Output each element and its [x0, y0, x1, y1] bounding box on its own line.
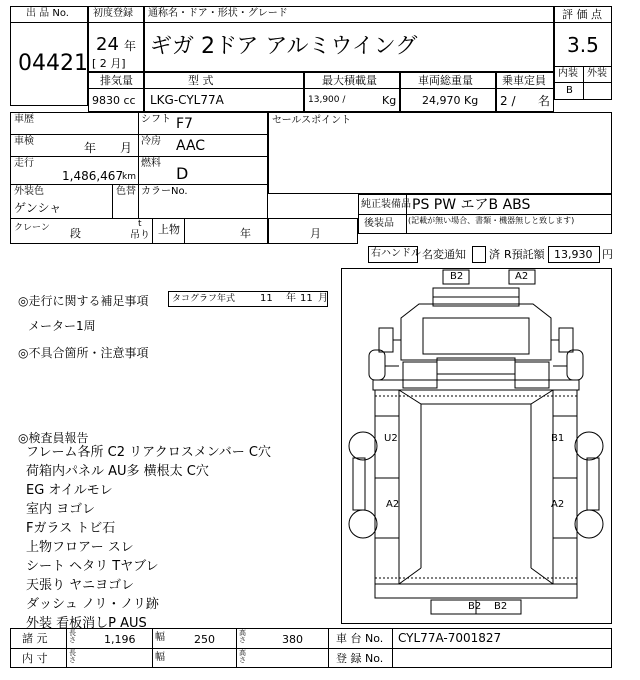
width-label: 幅: [155, 632, 165, 643]
max-load-unit: Kg: [382, 94, 397, 107]
inspector-line: ダッシュ ノリ・ノリ跡: [26, 597, 159, 612]
exterior-grade-label: 外装: [587, 68, 607, 79]
registration-year-unit: 年: [124, 39, 137, 53]
displacement-value: 9830 cc: [92, 94, 136, 107]
fuel-value: D: [176, 164, 189, 183]
name-change-label: 名変通知: [422, 248, 466, 261]
damage-mark-top-left: B2: [450, 271, 464, 282]
body-label: 上物: [158, 223, 180, 236]
registration-month: [ 2 月]: [92, 57, 126, 70]
driving-notes-header: ◎走行に関する補足事項: [18, 294, 149, 308]
interior-grade: B: [566, 85, 573, 96]
tacho-month-unit: 月: [318, 293, 328, 304]
tacho-year-unit: 年: [286, 293, 296, 304]
crane-ton: t: [138, 219, 142, 229]
gross-weight-value: 24,970 Kg: [422, 94, 479, 107]
ac-label: 冷房: [141, 136, 161, 147]
aftermarket-label: 後装品: [364, 218, 394, 229]
damage-mark-left-upper: U2: [384, 433, 398, 444]
mileage-value: 1,486,467: [62, 169, 124, 183]
equipment-value: PS PW エアB ABS: [412, 197, 531, 213]
chassis-value: CYL77A-7001827: [398, 631, 502, 645]
interior-grade-label: 内装: [558, 68, 578, 79]
aftermarket-note: (記載が無い場合、書類・機器無しと致します): [408, 216, 575, 225]
body-year: 年: [240, 227, 251, 240]
crane-stage: 段: [70, 227, 81, 240]
chassis-label: 車 台 No.: [336, 632, 384, 645]
crane-lift: 吊り: [130, 230, 150, 241]
color-code-label: カラーNo.: [141, 186, 188, 197]
damage-mark-left-lower: A2: [386, 499, 400, 510]
inspector-line: 外装 看板消しP AUS: [26, 616, 147, 631]
ac-value: AAC: [176, 138, 206, 154]
driving-note: メーター1周: [28, 319, 96, 333]
inspector-report-header: ◎検査員報告: [18, 431, 89, 445]
width-value: 250: [194, 633, 215, 646]
inner-dims-label: 内 寸: [22, 652, 48, 665]
lot-number-label: 出 品 No.: [26, 8, 69, 19]
vehicle-name-label: 通称名・ドア・形状・グレード: [148, 8, 288, 19]
height-label: 高さ: [239, 629, 246, 644]
inspector-line: 荷箱内パネル AU多 横根太 C穴: [26, 464, 209, 479]
inspection-year: 年: [84, 141, 97, 155]
fuel-label: 燃料: [141, 158, 161, 169]
steering-value: 右ハンドル: [371, 248, 421, 259]
color-value: ゲンシャ: [14, 201, 62, 215]
truck-diagram: [341, 268, 612, 624]
damage-mark-right-upper: B1: [551, 433, 565, 444]
model-value: LKG-CYL77A: [150, 93, 224, 107]
displacement-label: 排気量: [100, 74, 133, 87]
tacho-label: タコグラフ年式: [172, 294, 236, 304]
inspector-line: 上物フロアー スレ: [26, 540, 134, 555]
recycle-value: 13,930: [554, 248, 593, 261]
model-label: 型 式: [188, 74, 214, 87]
shift-value: F7: [176, 116, 193, 132]
mileage-unit: km: [122, 172, 136, 182]
color-label: 外装色: [14, 186, 44, 197]
tacho-year: 11: [260, 293, 273, 304]
inspector-line: EG オイルモレ: [26, 483, 113, 498]
name-change-box: [472, 246, 486, 263]
length-label: 長さ: [69, 629, 76, 644]
inspector-line: 室内 ヨゴレ: [26, 502, 96, 517]
crane-label: クレーン: [14, 223, 50, 233]
dimensions-label: 諸 元: [22, 632, 48, 645]
sales-point-label: セールスポイント: [272, 115, 352, 126]
inner-height-label: 高さ: [239, 649, 246, 664]
evaluation-score: 3.5: [567, 33, 599, 57]
mileage-label: 走行: [14, 158, 34, 169]
damage-mark-bottom-left: B2: [468, 601, 482, 612]
length-value: 1,196: [104, 633, 136, 646]
lot-number: 04421: [18, 51, 88, 76]
inner-width-label: 幅: [155, 652, 165, 663]
inspector-line: フレーム各所 C2 リアクロスメンバー C穴: [26, 445, 272, 460]
damage-mark-top-right: A2: [515, 271, 529, 282]
capacity-value: 2 /: [500, 94, 516, 108]
evaluation-label: 評 価 点: [562, 8, 602, 21]
gross-weight-label: 車両総重量: [418, 74, 473, 87]
inspection-label: 車検: [14, 136, 34, 147]
recycle-unit: 円: [602, 248, 613, 261]
vehicle-name: ギガ 2ドア アルミウイング: [150, 34, 418, 59]
defect-notes-header: ◎不具合箇所・注意事項: [18, 346, 149, 360]
tacho-month: 11: [300, 293, 313, 304]
inspector-line: シート ヘタリ Tヤブレ: [26, 559, 159, 574]
capacity-unit: 名: [538, 94, 551, 108]
max-load-label: 最大積載量: [322, 74, 377, 87]
damage-mark-bottom-right: B2: [494, 601, 508, 612]
color-change-label: 色替: [116, 186, 136, 197]
registration-year: 24: [96, 34, 119, 55]
recycle-mark: 済: [489, 248, 500, 261]
history-label: 車歴: [14, 114, 34, 125]
capacity-label: 乗車定員: [502, 74, 546, 87]
registration-no-label: 登 録 No.: [336, 652, 384, 665]
recycle-label: R預託額: [504, 248, 545, 261]
inner-length-label: 長さ: [69, 649, 76, 664]
damage-mark-right-lower: A2: [551, 499, 565, 510]
body-month: 月: [310, 227, 321, 240]
first-registration-label: 初度登録: [93, 8, 133, 19]
inspector-line: 天張り ヤニヨゴレ: [26, 578, 135, 593]
height-value: 380: [282, 633, 303, 646]
equipment-label: 純正装備品: [361, 199, 411, 210]
inspector-line: Fガラス トビ石: [26, 521, 116, 536]
shift-label: シフト: [141, 114, 171, 125]
inspection-month: 月: [120, 141, 133, 155]
max-load-value: 13,900 /: [308, 95, 346, 105]
